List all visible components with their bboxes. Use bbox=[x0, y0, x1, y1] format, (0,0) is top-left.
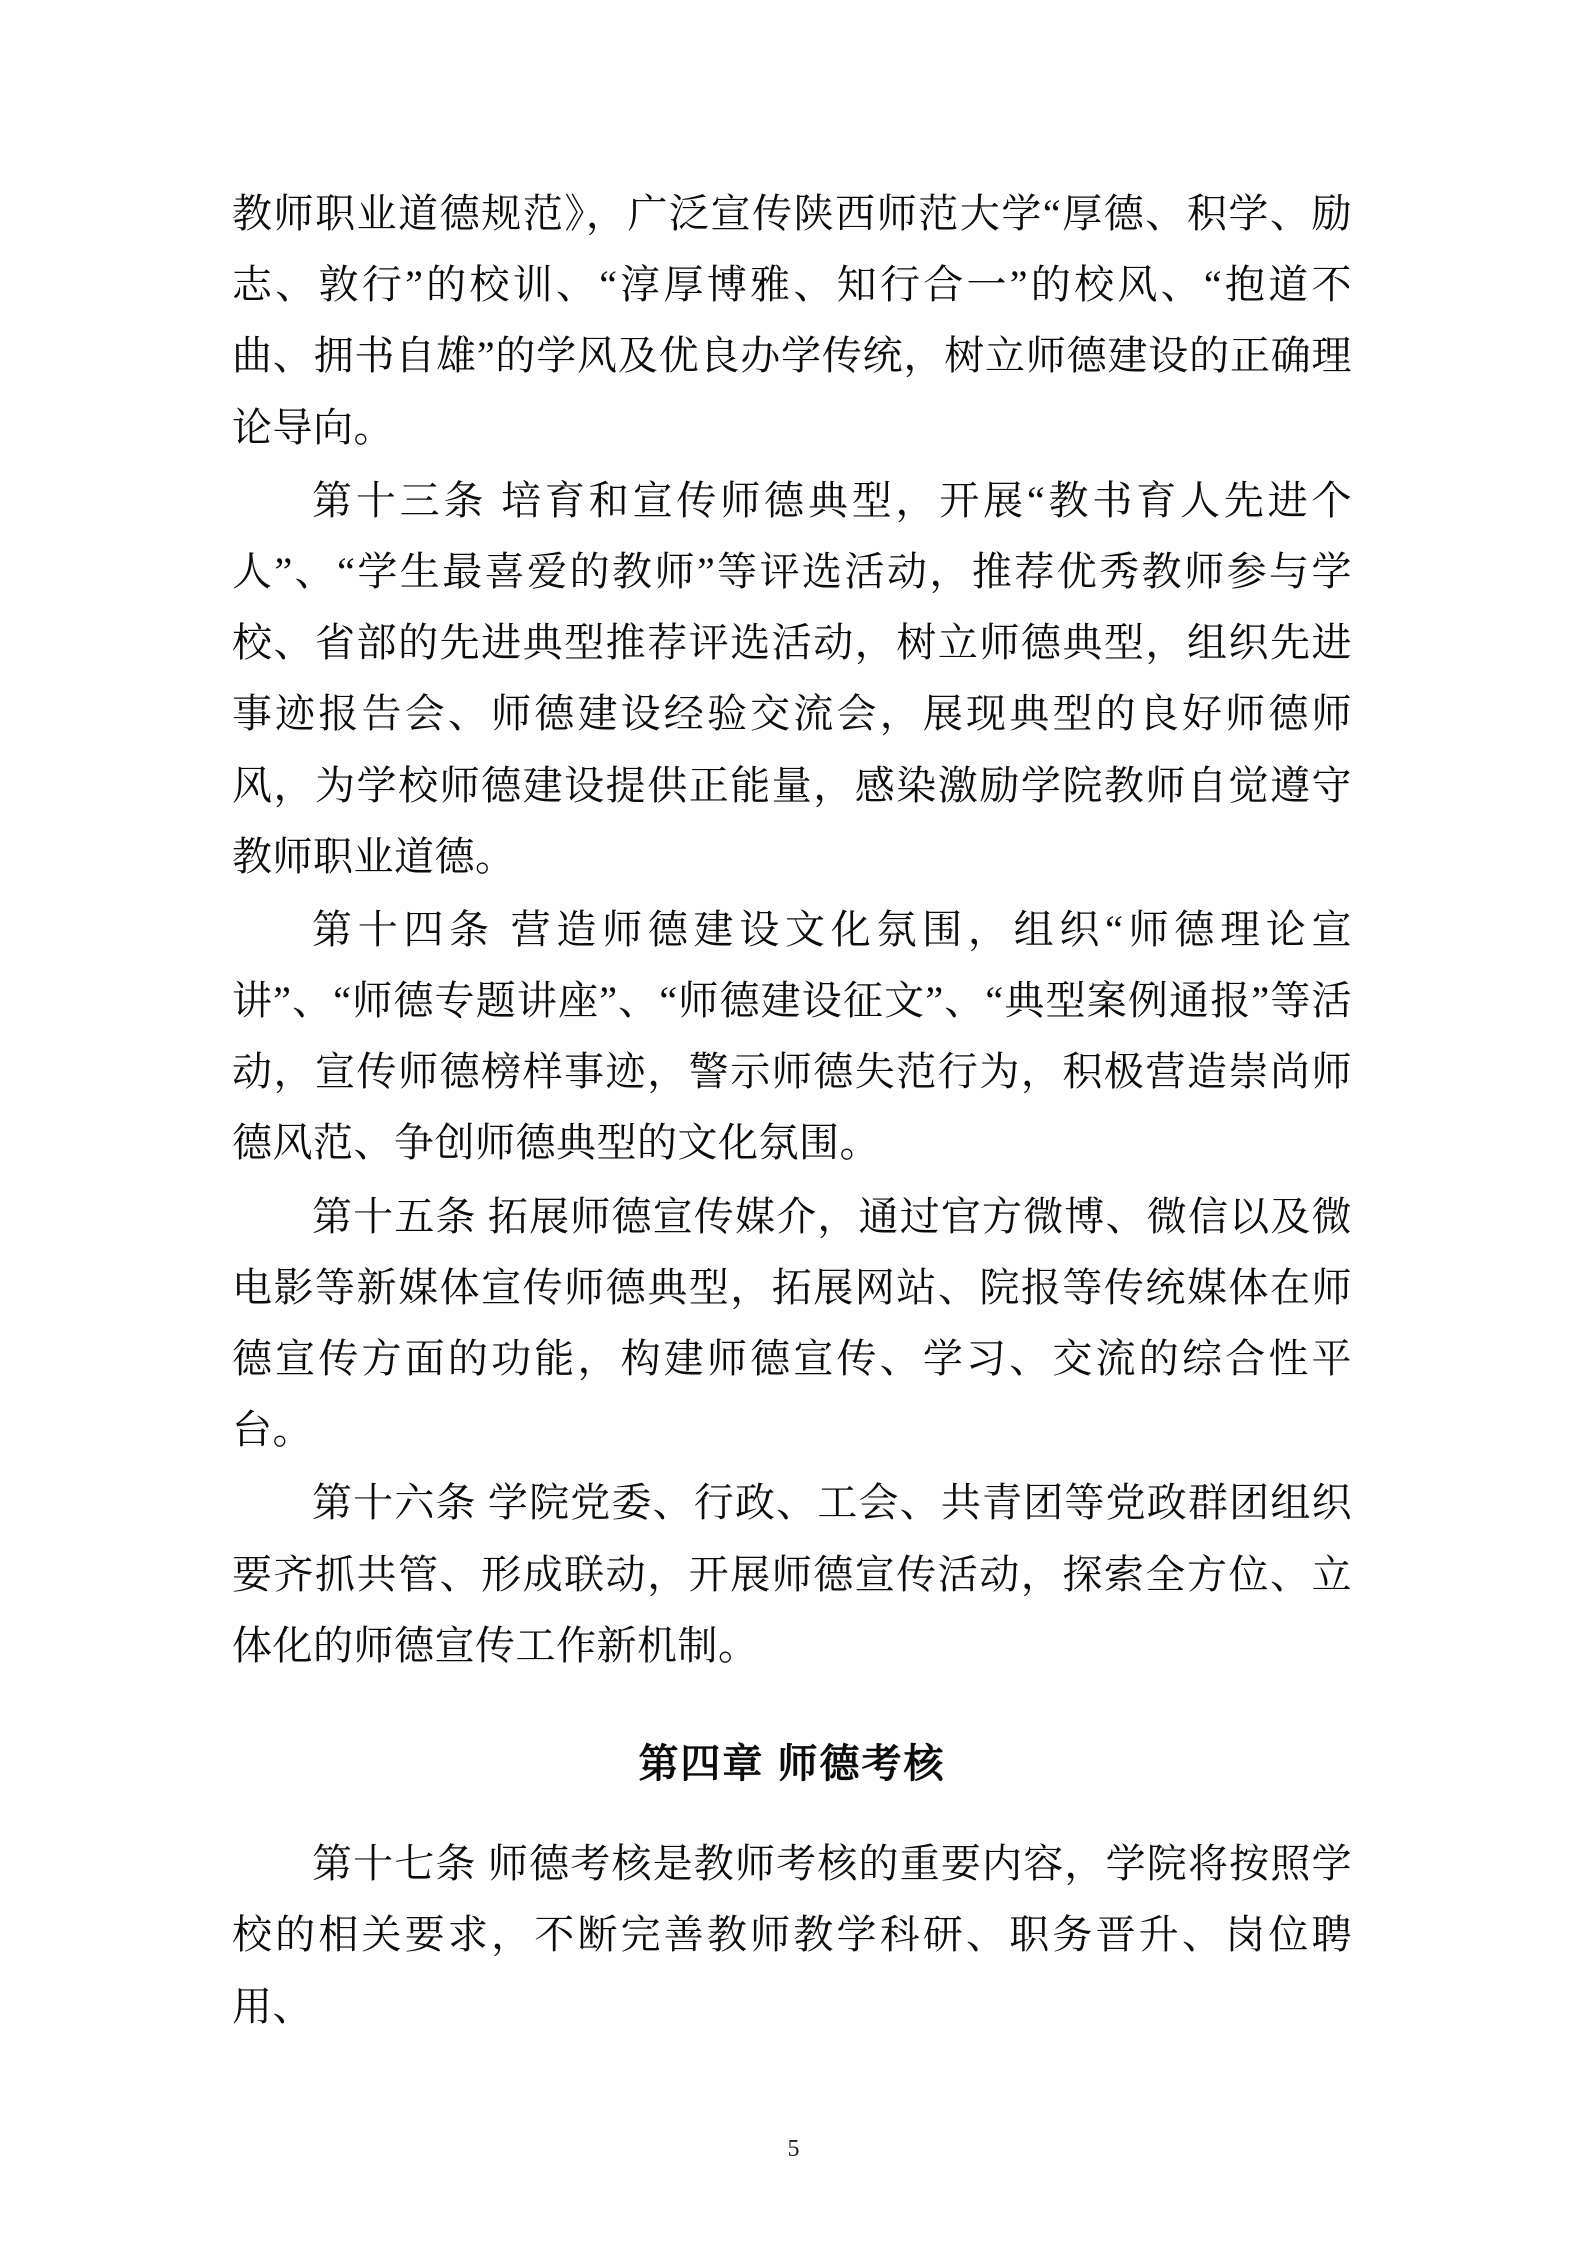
paragraph-article-13: 第十三条 培育和宣传师德典型，开展“教书育人先进个人”、“学生最喜爱的教师”等评选活动，推荐优秀教师参与学校、省部的先进典型推荐评选活动，树立师德典型，组织先进事迹报告会、师德建设经验交流会，展现典型的良好师德师风，为学校师德建设提供正能量，感染激励学院教师自觉遵守教师职业道德。 bbox=[232, 477, 1352, 879]
paragraph-article-16: 第十六条 学院党委、行政、工会、共青团等党政群团组织要齐抓共管、形成联动，开展师德宣传活动，探索全方位、立体化的师德宣传工作新机制。 bbox=[232, 1480, 1352, 1668]
paragraph-article-17: 第十七条 师德考核是教师考核的重要内容，学院将按照学校的相关要求，不断完善教师教学科研、职务晋升、岗位聘用、 bbox=[232, 1841, 1352, 2029]
page-number: 5 bbox=[787, 2136, 800, 2162]
chapter-heading-4: 第四章 师德考核 bbox=[638, 1741, 946, 1786]
paragraph-continuation: 教师职业道德规范》，广泛宣传陕西师范大学“厚德、积学、励志、敦行”的校训、“淳厚博雅、知行合一”的校风、“抱道不曲、拥书自雄”的学风及优良办学传统，树立师德建设的正确理论导向。 bbox=[232, 191, 1352, 450]
paragraph-article-14: 第十四条 营造师德建设文化氛围，组织“师德理论宣讲”、“师德专题讲座”、“师德建设征文”、“典型案例通报”等活动，宣传师德榜样事迹，警示师德失范行为，积极营造崇尚师德风范、争创师德典型的文化氛围。 bbox=[232, 906, 1352, 1166]
document-body bbox=[232, 178, 1352, 2044]
paragraph-article-15: 第十五条 拓展师德宣传媒介，通过官方微博、微信以及微电影等新媒体宣传师德典型，拓展网站、院报等传统媒体在师德宣传方面的功能，构建师德宣传、学习、交流的综合性平台。 bbox=[232, 1193, 1352, 1453]
